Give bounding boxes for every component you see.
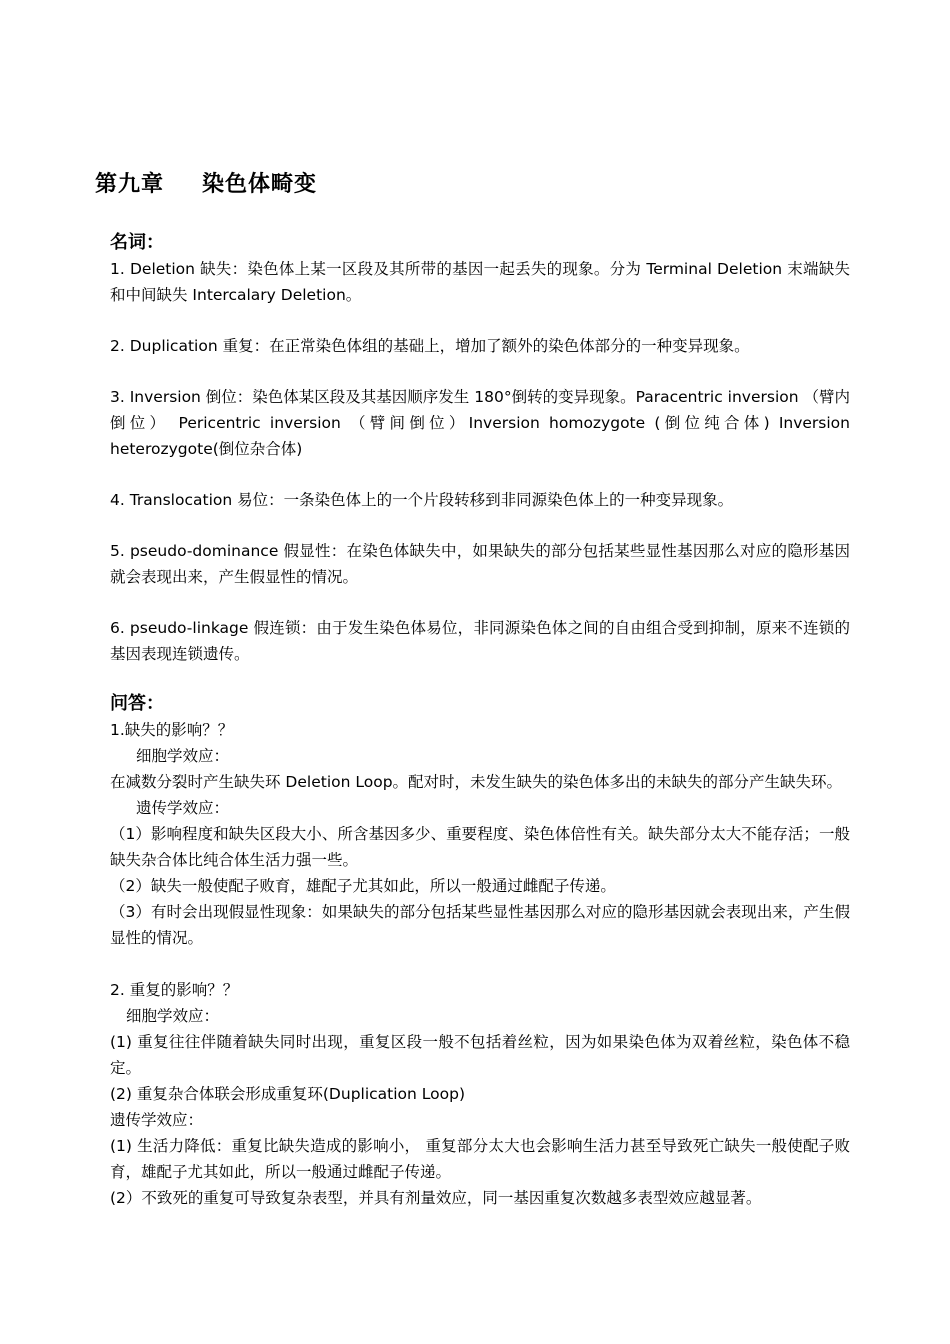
term-translocation: 4. Translocation 易位：一条染色体上的一个片段转移到非同源染色体上的一种变异现象。 bbox=[110, 491, 734, 509]
term-pseudo-linkage: 6. pseudo-linkage 假连锁：由于发生染色体易位，非同源染色体之间的自由组合受到抑制，原来不连锁的基因表现连锁遗传。 bbox=[110, 619, 850, 663]
q2-genetic-item: (1) 生活力降低：重复比缺失造成的影响小， 重复部分太大也会影响生活力甚至导致死亡缺失一般使配子败育，雄配子尤其如此，所以一般通过雌配子传递。 bbox=[110, 1137, 850, 1181]
chapter-title bbox=[95, 168, 317, 202]
q1-genetic-item: （2）缺失一般使配子败育，雄配子尤其如此，所以一般通过雌配子传递。 bbox=[110, 877, 616, 895]
q1-cyto-label: 细胞学效应： bbox=[136, 747, 230, 765]
q2-cyto-label: 细胞学效应： bbox=[126, 1007, 220, 1025]
q1-genetic-item: （3）有时会出现假显性现象：如果缺失的部分包括某些显性基因那么对应的隐形基因就会表现出来，产生假显性的情况。 bbox=[110, 903, 850, 947]
chapter-number: 第九章 bbox=[95, 172, 165, 197]
q2-genetic-item: (2）不致死的重复可导致复杂表型，并具有剂量效应，同一基因重复次数越多表型效应越显著。 bbox=[110, 1189, 762, 1207]
q2-genetic-label: 遗传学效应： bbox=[110, 1111, 204, 1129]
terms-heading: 名词： bbox=[110, 232, 164, 253]
spacer bbox=[110, 951, 850, 977]
term-inversion: 3. Inversion 倒位：染色体某区段及其基因顺序发生 180°倒转的变异现象。Paracentric inversion （臂内倒位） Pericentric inversion （臂间倒位）Inversion homozygote (倒位纯合体) Inversion heterozygote(倒位杂合体) bbox=[110, 388, 851, 458]
q1-genetic-label: 遗传学效应： bbox=[136, 799, 230, 817]
term-duplication: 2. Duplication 重复：在正常染色体组的基础上，增加了额外的染色体部分的一种变异现象。 bbox=[110, 337, 750, 355]
term-pseudo-dominance: 5. pseudo-dominance 假显性：在染色体缺失中，如果缺失的部分包括某些显性基因那么对应的隐形基因就会表现出来，产生假显性的情况。 bbox=[110, 542, 850, 586]
q1-genetic-item: （1）影响程度和缺失区段大小、所含基因多少、重要程度、染色体倍性有关。缺失部分太大不能存活；一般缺失杂合体比纯合体生活力强一些。 bbox=[110, 825, 850, 869]
chapter-name: 染色体畸变 bbox=[202, 172, 318, 197]
qa-heading: 问答： bbox=[110, 693, 164, 714]
q1-question: 1.缺失的影响？？ bbox=[110, 721, 234, 739]
q2-question: 2. 重复的影响？？ bbox=[110, 981, 239, 999]
document-body bbox=[110, 230, 850, 1211]
term-deletion: 1. Deletion 缺失：染色体上某一区段及其所带的基因一起丢失的现象。分为 Terminal Deletion 末端缺失和中间缺失 Intercalary Deletion。 bbox=[110, 260, 850, 304]
q1-cyto-text: 在减数分裂时产生缺失环 Deletion Loop。配对时，未发生缺失的染色体多出的未缺失的部分产生缺失环。 bbox=[110, 773, 843, 791]
q2-cyto-item: (1) 重复往往伴随着缺失同时出现，重复区段一般不包括着丝粒，因为如果染色体为双着丝粒，染色体不稳定。 bbox=[110, 1033, 850, 1077]
q2-cyto-item: (2) 重复杂合体联会形成重复环(Duplication Loop) bbox=[110, 1085, 465, 1103]
